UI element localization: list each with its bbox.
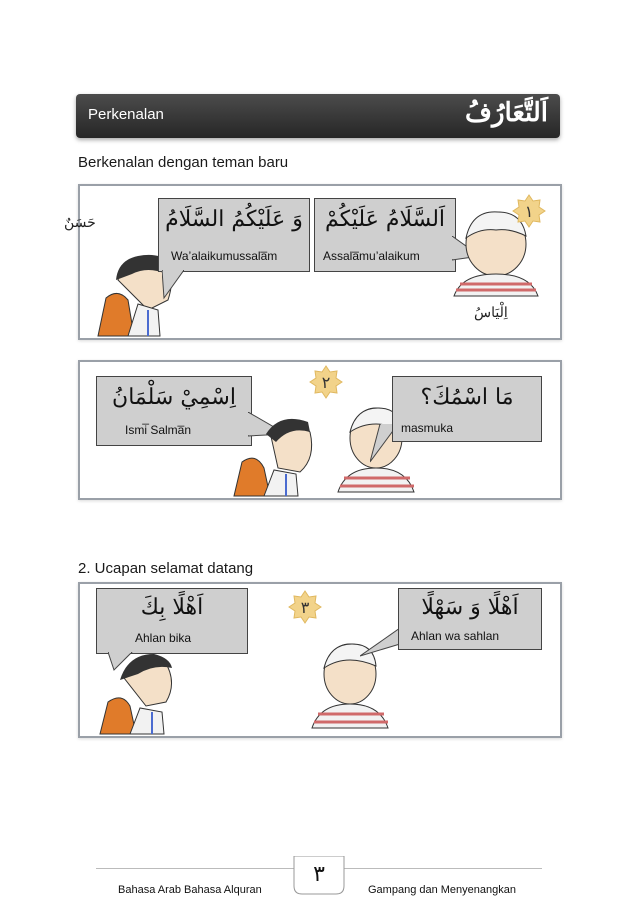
bubble-arabic-text: اَهْلًا بِكَ <box>140 595 204 620</box>
speech-bubble-left-2 <box>96 376 252 446</box>
step-number-badge-3 <box>288 590 322 624</box>
bubble-tail-left-1 <box>162 270 184 300</box>
chapter-title-latin: Perkenalan <box>88 106 164 123</box>
speech-bubble-left-3 <box>96 588 248 654</box>
speech-bubble-right-1 <box>314 198 456 272</box>
step-number-badge-2 <box>309 365 343 399</box>
bubble-arabic-text: وَ عَلَيْكُمُ السَّلَامُ <box>165 207 303 232</box>
bubble-latin-text: masmuka <box>401 421 454 435</box>
speech-bubble-right-3 <box>398 588 542 650</box>
svg-text:٣: ٣ <box>300 598 310 617</box>
bubble-tail-right-3 <box>360 628 402 658</box>
bubble-arabic-text: اَهْلًا وَ سَهْلًا <box>421 595 519 620</box>
footer-tagline: Gampang dan Menyenangkan <box>368 884 516 896</box>
bubble-latin-text: Wa’alaikumussala̅m <box>171 249 278 263</box>
footer-book-title: Bahasa Arab Bahasa Alquran <box>118 884 262 896</box>
boy-salman-figure <box>230 412 320 496</box>
bubble-arabic-text: اَلسَّلَامُ عَلَيْكُمْ <box>324 207 446 232</box>
speech-bubble-right-2 <box>392 376 542 442</box>
name-hasan: حَسَنٌ <box>64 215 96 231</box>
page-number: ٣ <box>313 862 325 887</box>
dialog-panel-1 <box>64 184 562 340</box>
bubble-latin-text: Ahlan bika <box>135 631 192 645</box>
name-ilyas: اِلْيَاسُ <box>474 305 508 321</box>
svg-text:٢: ٢ <box>321 373 331 392</box>
speech-bubble-left-1 <box>158 198 310 272</box>
bubble-latin-text: Ahlan wa sahlan <box>411 629 500 643</box>
section-title-introduction: Berkenalan dengan teman baru <box>78 154 289 171</box>
bubble-arabic-text: اِسْمِيْ سَلْمَانُ <box>112 385 236 410</box>
bubble-latin-text: Ismi̅ Salma̅n <box>125 423 192 437</box>
svg-text:١: ١ <box>524 202 534 221</box>
dialog-panel-2 <box>78 360 562 500</box>
section-title-welcome: 2. Ucapan selamat datang <box>78 560 254 577</box>
chapter-title-arabic: اَلتَّعَارُفُ <box>465 98 548 128</box>
chapter-header-bar <box>76 94 560 138</box>
dialog-panel-3 <box>78 582 562 738</box>
bubble-latin-text: Assala̅mu’alaikum <box>323 249 420 263</box>
bubble-arabic-text: مَا اسْمُكَ؟ <box>420 385 514 410</box>
step-number-badge-1 <box>512 194 546 228</box>
boy-hasan-figure-3 <box>94 648 184 734</box>
